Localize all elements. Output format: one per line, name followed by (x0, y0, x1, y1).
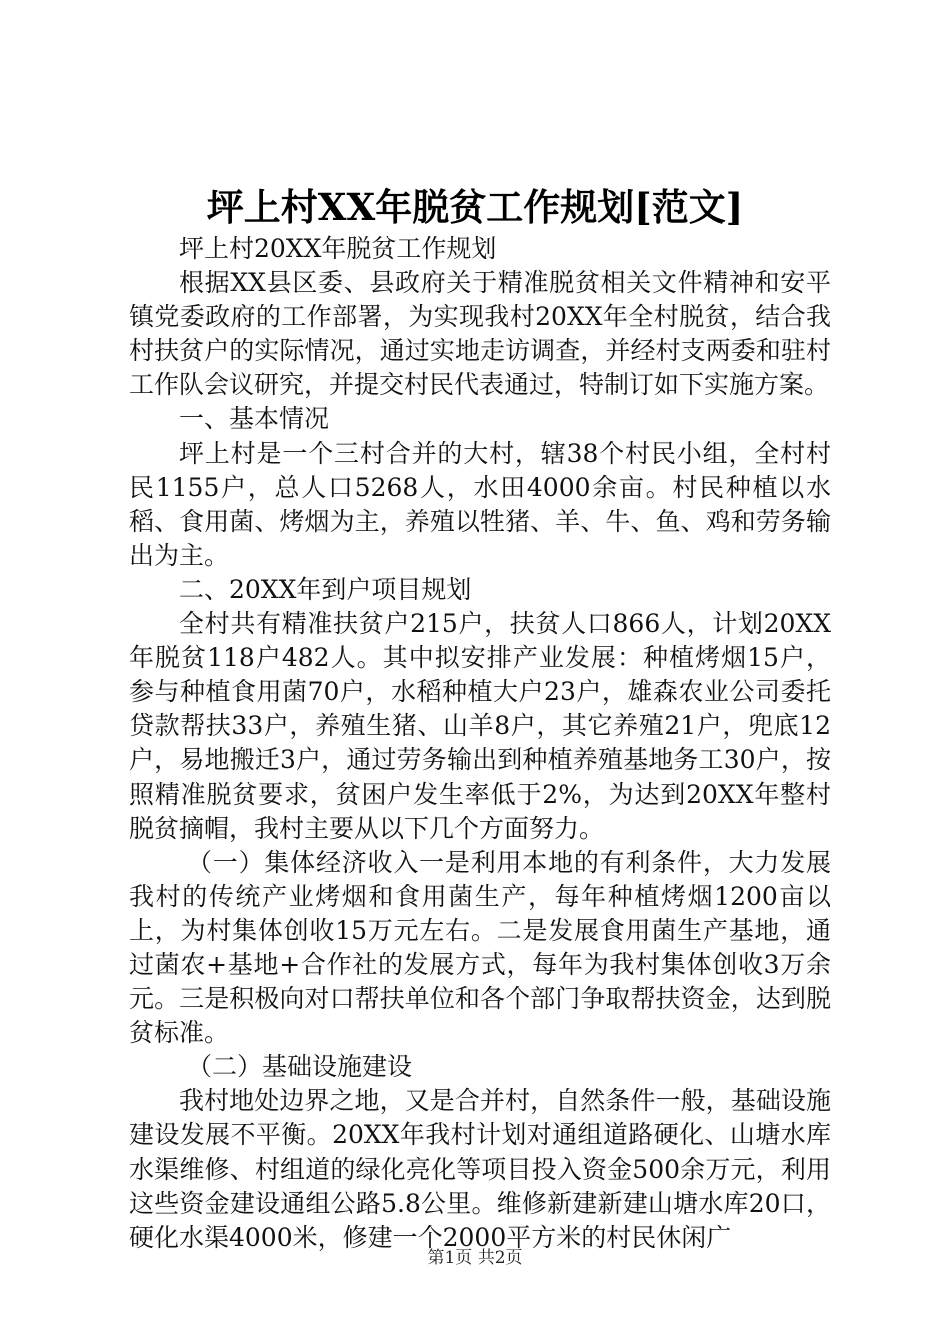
collective-income-paragraph: （一）集体经济收入一是利用本地的有利条件，大力发展我村的传统产业烤烟和食用菌生产，每年种植烤烟1200亩以上，为村集体创收15万元左右。二是发展食用菌生产基地，通过菌农+基地+合作社的发展方式，每年为我村集体创收3万余元。三是积极向对口帮扶单位和各个部门争取帮扶资金，达到脱贫标准。 (129, 847, 831, 1048)
page-number-footer: 第1页 共2页 (427, 1248, 523, 1268)
document-title: 坪上村XX年脱贫工作规划[范文] (206, 185, 744, 229)
document-body (129, 232, 831, 1255)
basic-situation-paragraph: 坪上村是一个三村合并的大村，辖38个村民小组，全村村民1155户，总人口5268人，水田4000余亩。村民种植以水稻、食用菌、烤烟为主，养殖以牲猪、羊、牛、鱼、鸡和劳务输出为主。 (129, 438, 831, 570)
intro-paragraph: 根据XX县区委、县政府关于精准脱贫相关文件精神和安平镇党委政府的工作部署，为实现我村20XX年全村脱贫，结合我村扶贫户的实际情况，通过实地走访调查，并经村支两委和驻村工作队会议研究，并提交村民代表通过，特制订如下实施方案。 (129, 268, 831, 400)
section-heading-basic: 一、基本情况 (179, 404, 330, 434)
section-heading-project-plan: 二、20XX年到户项目规划 (179, 574, 472, 604)
section-heading-infrastructure: （二）基础设施建设 (187, 1052, 413, 1082)
subtitle-paragraph: 坪上村20XX年脱贫工作规划 (179, 234, 497, 263)
project-plan-paragraph: 全村共有精准扶贫户215户，扶贫人口866人，计划20XX年脱贫118户482人。其中拟安排产业发展：种植烤烟15户，参与种植食用菌70户，水稻种植大户23户，雄森农业公司委托贷款帮扶33户，养殖生猪、山羊8户，其它养殖21户，兜底12户，易地搬迁3户，通过劳务输出到种植养殖基地务工30户，按照精准脱贫要求，贫困户发生率低于2%，为达到20XX年整村脱贫摘帽，我村主要从以下几个方面努力。 (129, 609, 831, 843)
infrastructure-paragraph: 我村地处边界之地，又是合并村，自然条件一般，基础设施建设发展不平衡。20XX年我村计划对通组道路硬化、山塘水库水渠维修、村组道的绿化亮化等项目投入资金500余万元，利用这些资金建设通组公路5.8公里。维修新建新建山塘水库20口，硬化水渠4000米，修建一个2000平方米的村民休闲广 (129, 1086, 831, 1252)
